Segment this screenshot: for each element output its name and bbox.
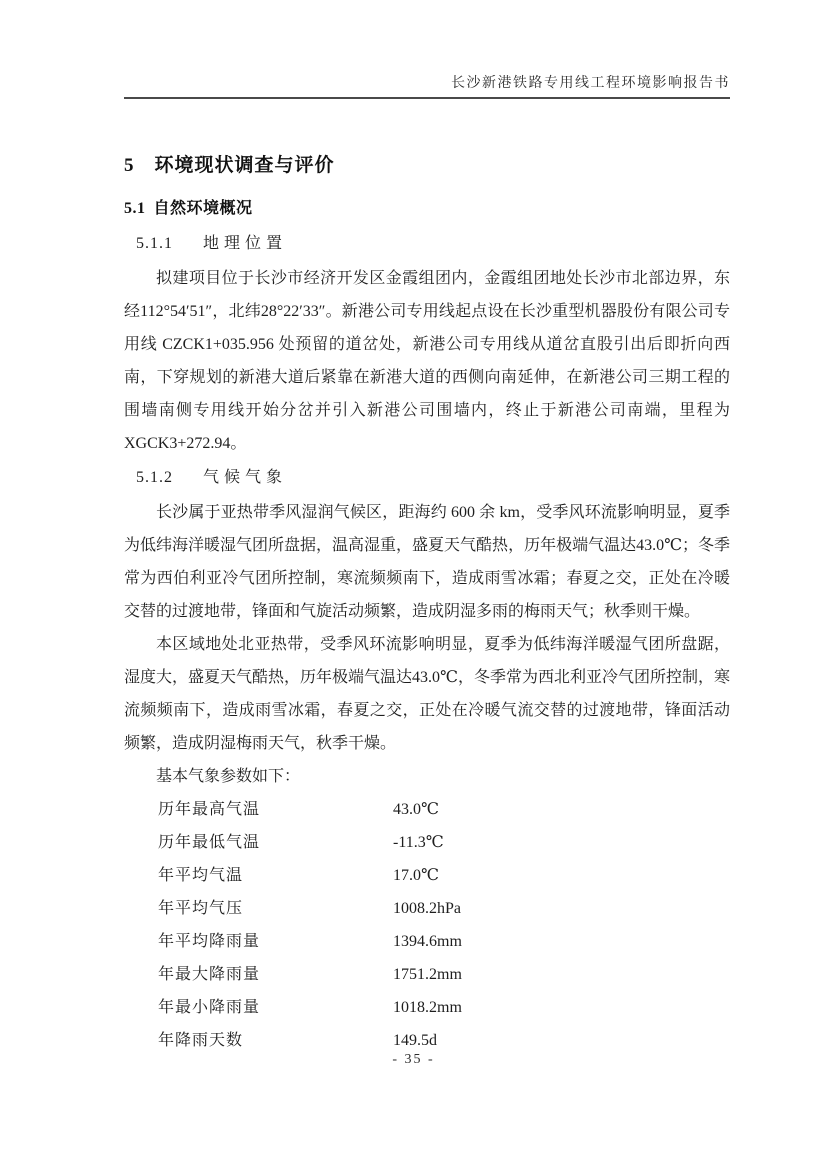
document-content <box>124 146 730 1057</box>
page-header <box>124 72 730 99</box>
weather-param-row <box>158 892 730 925</box>
param-value: 17.0℃ <box>393 867 439 884</box>
geography-heading-number: 5.1.1 <box>136 235 173 252</box>
weather-param-row <box>158 991 730 1024</box>
page-number: - 35 - <box>392 1052 435 1067</box>
param-label: 年最小降雨量 <box>158 999 261 1016</box>
weather-param-row <box>158 925 730 958</box>
param-value: 1018.2mm <box>393 999 462 1016</box>
param-label: 年平均降雨量 <box>158 933 261 950</box>
param-value: 149.5d <box>393 1032 437 1049</box>
section-heading <box>124 150 730 177</box>
param-value: -11.3℃ <box>393 834 444 851</box>
param-value: 43.0℃ <box>393 801 439 818</box>
weather-param-row <box>158 859 730 892</box>
header-title: 长沙新港铁路专用线工程环境影响报告书 <box>451 76 730 91</box>
param-value: 1008.2hPa <box>393 900 461 917</box>
param-value: 1751.2mm <box>393 966 462 983</box>
climate-paragraph-1: 长沙属于亚热带季风湿润气候区，距海约 600 余 km，受季风环流影响明显，夏季为低纬海洋暖湿气团所盘据，温高湿重，盛夏天气酷热，历年极端气温达43.0℃；冬季常为西伯利亚冷气团所控制，寒流频频南下，造成雨雪冰霜；春夏之交，正处在冷暖交替的过渡地带，锋面和气旋活动频繁，造成阴湿多雨的梅雨天气；秋季则干燥。 <box>124 504 730 620</box>
subsection-title: 自然环境概况 <box>153 200 253 217</box>
climate-paragraph-2: 本区域地处北亚热带，受季风环流影响明显，夏季为低纬海洋暖湿气团所盘踞，湿度大，盛夏天气酷热，历年极端气温达43.0℃，冬季常为西北利亚冷气团所控制，寒流频频南下，造成雨雪冰霜，春夏之交，正处在冷暖气流交替的过渡地带，锋面活动频繁，造成阴湿梅雨天气，秋季干燥。 <box>124 636 730 752</box>
climate-heading-number: 5.1.2 <box>136 469 173 486</box>
weather-params-intro: 基本气象参数如下： <box>156 768 301 785</box>
weather-param-row <box>158 958 730 991</box>
param-label: 历年最高气温 <box>158 801 261 818</box>
param-label: 历年最低气温 <box>158 834 261 851</box>
param-label: 年最大降雨量 <box>158 966 261 983</box>
weather-param-row <box>158 793 730 826</box>
weather-param-row <box>158 826 730 859</box>
subsection-heading <box>124 195 730 218</box>
climate-heading-title: 气候气象 <box>203 469 288 486</box>
param-label: 年平均气温 <box>158 867 244 884</box>
param-label: 年平均气压 <box>158 900 244 917</box>
param-label: 年降雨天数 <box>158 1032 244 1049</box>
section-number: 5 <box>124 155 135 176</box>
subsection-number: 5.1 <box>124 200 146 217</box>
climate-heading <box>124 464 730 487</box>
section-title: 环境现状调查与评价 <box>154 155 335 176</box>
param-value: 1394.6mm <box>393 933 462 950</box>
geography-heading <box>124 230 730 253</box>
geography-paragraph: 拟建项目位于长沙市经济开发区金霞组团内，金霞组团地处长沙市北部边界，东经112°54′51″，北纬28°22′33″。新港公司专用线起点设在长沙重型机器股份有限公司专用线 CZCK1+035.956 处预留的道岔处，新港公司专用线从道岔直股引出后即折向西南，下穿规划的新港大道后紧靠在新港大道的西侧向南延伸，在新港公司三期工程的围墙南侧专用线开始分岔并引入新港公司围墙内，终止于新港公司南端，里程为 XGCK3+272.94。 <box>124 270 730 452</box>
geography-heading-title: 地理位置 <box>203 235 288 252</box>
weather-params-list <box>124 793 730 1057</box>
